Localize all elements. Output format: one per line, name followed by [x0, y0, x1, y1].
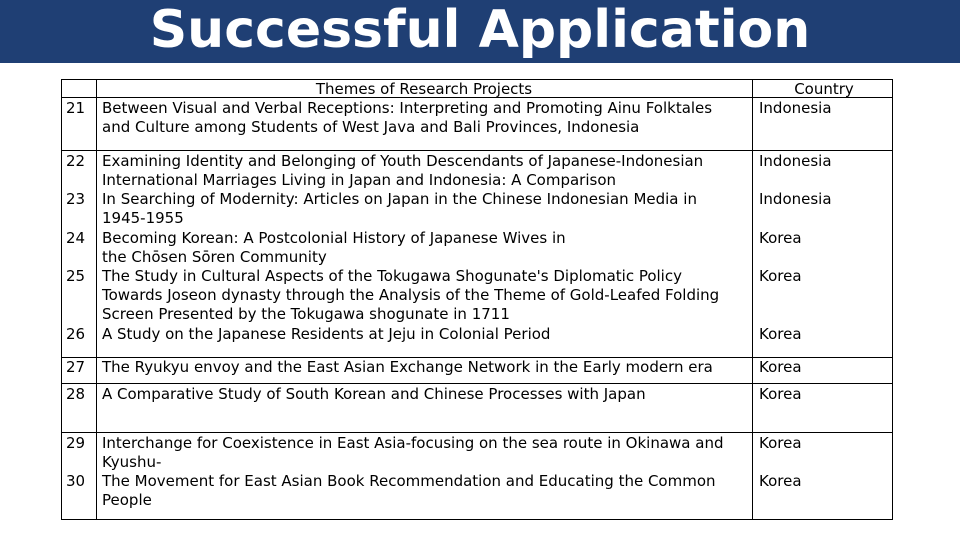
row-country: Korea — [759, 267, 802, 285]
row-theme-line: and Culture among Students of West Java and Bali Provinces, Indonesia — [102, 118, 640, 136]
row-theme-line: International Marriages Living in Japan and Indonesia: A Comparison — [102, 171, 616, 189]
row-divider — [61, 150, 893, 151]
row-country: Korea — [759, 229, 802, 247]
row-theme-line: People — [102, 491, 152, 509]
row-theme-line: Kyushu- — [102, 453, 162, 471]
row-theme-line: the Chōsen Sōren Community — [102, 248, 327, 266]
row-number: 21 — [66, 99, 86, 117]
row-country: Korea — [759, 472, 802, 490]
row-number: 25 — [66, 267, 86, 285]
column-divider-country — [752, 79, 753, 520]
row-theme-line: Between Visual and Verbal Receptions: Interpreting and Promoting Ainu Folktales — [102, 99, 713, 117]
row-number: 28 — [66, 385, 86, 403]
page-title: Successful Application — [149, 0, 811, 60]
row-divider — [61, 432, 893, 433]
row-theme-line: The Ryukyu envoy and the East Asian Exchange Network in the Early modern era — [102, 358, 713, 376]
row-number: 24 — [66, 229, 86, 247]
row-theme-line: A Study on the Japanese Residents at Jeju in Colonial Period — [102, 325, 551, 343]
row-theme-line: Interchange for Coexistence in East Asia-focusing on the sea route in Okinawa and — [102, 434, 724, 452]
row-theme-line: A Comparative Study of South Korean and Chinese Processes with Japan — [102, 385, 646, 403]
row-number: 27 — [66, 358, 86, 376]
column-header-theme: Themes of Research Projects — [315, 80, 533, 98]
row-number: 30 — [66, 472, 86, 490]
row-theme-line: Screen Presented by the Tokugawa shogunate in 1711 — [102, 305, 510, 323]
row-theme-line: In Searching of Modernity: Articles on Japan in the Chinese Indonesian Media in — [102, 190, 697, 208]
row-theme-line: 1945-1955 — [102, 209, 184, 227]
row-number: 26 — [66, 325, 86, 343]
row-number: 23 — [66, 190, 86, 208]
row-country: Indonesia — [759, 152, 832, 170]
row-country: Korea — [759, 358, 802, 376]
row-theme-line: The Study in Cultural Aspects of the Tokugawa Shogunate's Diplomatic Policy — [102, 267, 682, 285]
row-theme-line: Becoming Korean: A Postcolonial History of Japanese Wives in — [102, 229, 566, 247]
column-divider-number — [96, 79, 97, 520]
row-number: 29 — [66, 434, 86, 452]
column-header-country: Country — [794, 80, 854, 98]
row-country: Korea — [759, 434, 802, 452]
row-country: Indonesia — [759, 99, 832, 117]
row-theme-line: The Movement for East Asian Book Recommendation and Educating the Common — [102, 472, 716, 490]
row-country: Indonesia — [759, 190, 832, 208]
row-country: Korea — [759, 325, 802, 343]
row-number: 22 — [66, 152, 86, 170]
row-country: Korea — [759, 385, 802, 403]
row-theme-line: Examining Identity and Belonging of Youth Descendants of Japanese-Indonesian — [102, 152, 704, 170]
row-divider — [61, 383, 893, 384]
row-theme-line: Towards Joseon dynasty through the Analysis of the Theme of Gold-Leafed Folding — [102, 286, 720, 304]
